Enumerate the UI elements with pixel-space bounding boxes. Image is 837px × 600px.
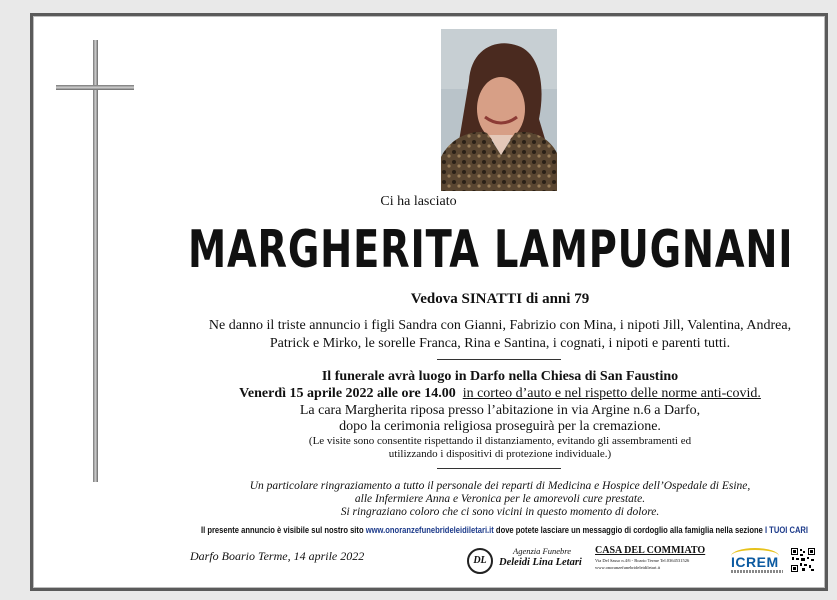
announcement-line: Patrick e Mirko, le sorelle Franca, Rina e Santina, i cognati, i nipoti e parenti tutti. — [269, 336, 731, 351]
thanks-line: Un particolare ringraziamento a tutto il personale dei reparti di Medicina e Hospice dell’Ospedale di Esine, — [249, 480, 751, 492]
icrem-subtext-icon — [731, 570, 783, 573]
website-link[interactable]: www.onoranzefunebrideleidiletari.it — [365, 525, 494, 536]
casa-web: www.onoranzefunebrideleidiletari.it — [595, 565, 661, 570]
funeral-note-line: utilizzando i dispositivi di protezione individuale.) — [388, 448, 612, 460]
funeral-line: dopo la cerimonia religiosa proseguirà per la cremazione. — [339, 419, 661, 434]
deceased-name: MARGHERITA LAMPUGNANI — [188, 220, 794, 280]
agency-logo — [467, 546, 587, 576]
cross-icon — [93, 40, 98, 482]
agency-name: Deleidi Lina Letari — [499, 557, 582, 568]
portrait-photo — [441, 29, 557, 191]
announcement-line: Ne danno il triste annuncio i figli Sandra con Gianni, Fabrizio con Mina, i nipoti Jill, Valentina, Andrea, — [208, 318, 792, 333]
funeral-note-line: (Le visite sono consentite rispettando il distanziamento, evitando gli assembramenti ed — [308, 435, 692, 447]
website-note — [201, 525, 808, 536]
casa-title: CASA DEL COMMIATO — [595, 545, 706, 556]
cross-icon-bar — [56, 85, 134, 90]
qr-code-icon[interactable] — [791, 548, 815, 572]
funeral-note: in corteo d’auto e nel rispetto delle norme anti-covid. — [462, 386, 761, 401]
website-note-text: Il presente annuncio è visibile sul nostro sito — [201, 525, 366, 536]
caption: Ci ha lasciato — [380, 194, 457, 209]
agency-label: Agenzia Funebre — [513, 546, 571, 556]
icrem-logo — [725, 546, 789, 576]
place-date: Darfo Boario Terme, 14 aprile 2022 — [190, 549, 365, 563]
casa-address: Via Del Sasso n.4/6 - Boario Terme Tel.0364531526 — [595, 558, 690, 563]
deceased-name-container — [188, 218, 813, 288]
section-link[interactable]: I TUOI CARI — [764, 525, 809, 536]
separator — [437, 468, 561, 469]
thanks-line: Si ringraziano coloro che ci sono vicini in questo momento di dolore. — [340, 506, 660, 518]
agency-emblem-icon: DL — [467, 548, 493, 574]
separator — [437, 359, 561, 360]
thanks-line: alle Infermiere Anna e Veronica per le amorevoli cure prestate. — [354, 493, 646, 505]
funeral-date: Venerdì 15 aprile 2022 alle ore 14.00 — [239, 386, 456, 401]
funeral-line: La cara Margherita riposa presso l’abitazione in via Argine n.6 a Darfo, — [299, 403, 701, 418]
casa-commiato — [595, 545, 715, 570]
subtitle: Vedova SINATTI di anni 79 — [410, 291, 590, 307]
funeral-line: Il funerale avrà luogo in Darfo nella Chiesa di San Faustino — [321, 369, 679, 384]
website-note-text: dove potete lasciare un messaggio di cordoglio alla famiglia nella sezione — [493, 525, 765, 536]
funeral-date-line — [150, 386, 837, 402]
icrem-logo-text: ICREM — [731, 554, 779, 570]
